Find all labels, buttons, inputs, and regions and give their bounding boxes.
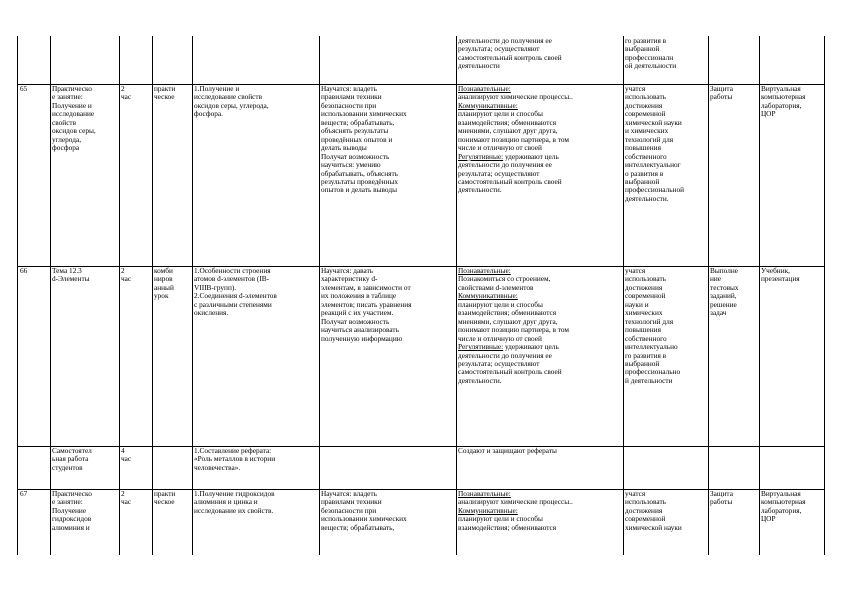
cell-personal-results: учатся использовать достижения современной науки и химических технологий для повышения собственного интеллектуально го развития в выбранной профессионально й деятельности <box>625 267 681 385</box>
cell-hours: 2 час <box>121 85 132 102</box>
table-column-border <box>50 36 51 555</box>
cell-meta-results <box>458 490 621 554</box>
cell-hours: 2 час <box>121 490 132 507</box>
cell-resources: Виртуальная компьютерная лаборатория, ЦОР <box>761 490 806 524</box>
cell-control-form: Защита работы <box>710 85 733 102</box>
meta-text: анализируют химические процессы.. <box>458 92 573 102</box>
meta-text: деятельности до получения ее результата; осуществляют самостоятельный контроль своей деятельности. <box>458 350 562 385</box>
cell-meta-results <box>458 37 621 83</box>
cell-row-number <box>20 447 48 488</box>
cell-personal-results: го развития в выбранной профессионалн ой деятельности <box>625 37 677 71</box>
cell-hours: 2 час <box>121 267 132 284</box>
meta-heading: Познавательные: <box>458 490 511 498</box>
meta-text: планируют цели и способы взаимодействия; обмениваются мнениями, слушают друг друга, понимают позицию партнера, в том числе и отличную от своей <box>458 109 570 153</box>
table-column-border <box>119 36 120 555</box>
meta-text: Познакомиться со строением, свойствами d-элементов <box>458 274 551 292</box>
cell-resources <box>761 447 825 488</box>
cell-row-number: 65 <box>20 85 28 93</box>
cell-resources: Учебник, презентация <box>761 267 800 284</box>
meta-text: Создают и защищают рефераты <box>458 447 557 455</box>
meta-heading: Познавательные: <box>458 267 511 275</box>
cell-topic: Самостоятел ьная работа студентов <box>52 447 92 472</box>
cell-control-form: Выполне ние тестовых заданий, решение задач <box>710 267 739 318</box>
meta-heading-rest: удерживают цель <box>503 151 559 161</box>
cell-lesson-type: практи ческое <box>154 85 176 102</box>
cell-lesson-type <box>154 37 191 83</box>
cell-subject-results: Научатся: давать характеристику d- элементам, в зависимости от их положения в таблице элементов; писать уравнения реакций с их участием. Получат возможность научиться анализировать полученную информацию <box>321 267 412 343</box>
cell-meta-results <box>458 267 621 445</box>
meta-text: планируют цели и способы взаимодействия; обмениваются <box>458 514 557 532</box>
table-column-border <box>759 36 760 555</box>
cell-personal-results: учатся использовать достижения современной химической науки и химических технологий для повышения собственного интеллектуальног о развития в выбранной профессиональной деятельности. <box>625 85 685 203</box>
meta-text: деятельности до получения ее результата; осуществляют самостоятельный контроль своей деятельности. <box>458 160 562 195</box>
cell-control-form <box>710 447 757 488</box>
cell-meta-results <box>458 447 621 488</box>
table-column-border <box>152 36 153 555</box>
cell-lesson-type <box>154 447 191 488</box>
meta-text: анализируют химические процессы.. <box>458 497 573 507</box>
meta-heading: Коммуникативные: <box>458 100 518 110</box>
cell-subject-results: Научатся: владеть правилами техники безопасности при использовании химических веществ; обрабатывать, объяснять результаты проведённых опытов и делать выводы Получат возможность научиться: умению обрабатывать, объяснять результаты проведённых опытов и делать выводы <box>321 85 407 195</box>
cell-content: 1.Особенности строения атомов d-элементов (IB- VIIIB-групп). 2.Соединения d-элементов с различными степенями окисления. <box>194 267 277 318</box>
cell-lesson-type: практи ческое <box>154 490 176 507</box>
meta-heading: Коммуникативные: <box>458 505 518 515</box>
cell-hours <box>121 37 151 83</box>
cell-resources: Виртуальная компьютерная лаборатория, ЦОР <box>761 85 806 119</box>
cell-topic: Практическо е занятие: Получение и исследование свойств оксидов серы, углерода, фосфора <box>52 85 96 153</box>
table-column-border <box>319 36 320 555</box>
meta-heading: Регулятивные: <box>458 151 504 161</box>
cell-content: 1.Получение гидроксидов алюминия и цинка и исследование их свойств. <box>194 490 275 515</box>
cell-topic: Тема 12.3 d-Элементы <box>52 267 90 284</box>
cell-personal-results <box>625 447 707 488</box>
cell-lesson-type: комби ниров анный урок <box>154 267 174 301</box>
cell-hours: 4 час <box>121 447 132 464</box>
cell-row-number <box>20 37 48 83</box>
meta-heading-rest: удерживают цель <box>503 342 559 352</box>
table-column-border <box>456 36 457 555</box>
table-left-border <box>17 36 18 555</box>
cell-content: 1.Составление реферата: «Роль металлов в истории человечества». <box>194 447 276 472</box>
cell-subject-results <box>321 37 454 83</box>
cell-row-number: 66 <box>20 267 28 275</box>
cell-control-form <box>710 37 757 83</box>
cell-content: 1.Получение и исследование свойств оксидов серы, углерода, фосфора. <box>194 85 269 119</box>
meta-heading: Регулятивные: <box>458 342 504 352</box>
cell-meta-results <box>458 85 621 265</box>
cell-content <box>194 37 318 83</box>
table-column-border <box>192 36 193 555</box>
cell-subject-results <box>321 447 454 488</box>
meta-text: деятельности до получения ее результата; осуществляют самостоятельный контроль своей деятельности <box>458 37 562 71</box>
cell-topic: Практическо е занятие: Получение гидроксидов алюминия и <box>52 490 92 532</box>
meta-text: планируют цели и способы взаимодействия; обмениваются мнениями, слушают друг друга, понимают позицию партнера, в том числе и отличную от своей <box>458 299 570 343</box>
meta-heading: Познавательные: <box>458 85 511 93</box>
cell-subject-results: Научатся: владеть правилами техники безопасности при использовании химических веществ; обрабатывать, <box>321 490 407 532</box>
cell-control-form: Защита работы <box>710 490 733 507</box>
meta-heading: Коммуникативные: <box>458 291 518 301</box>
table-column-border <box>708 36 709 555</box>
cell-row-number: 67 <box>20 490 28 498</box>
cell-resources <box>761 37 825 83</box>
cell-topic <box>52 37 118 83</box>
cell-personal-results: учатся использовать достижения современной химической науки <box>625 490 682 532</box>
table-column-border <box>623 36 624 555</box>
